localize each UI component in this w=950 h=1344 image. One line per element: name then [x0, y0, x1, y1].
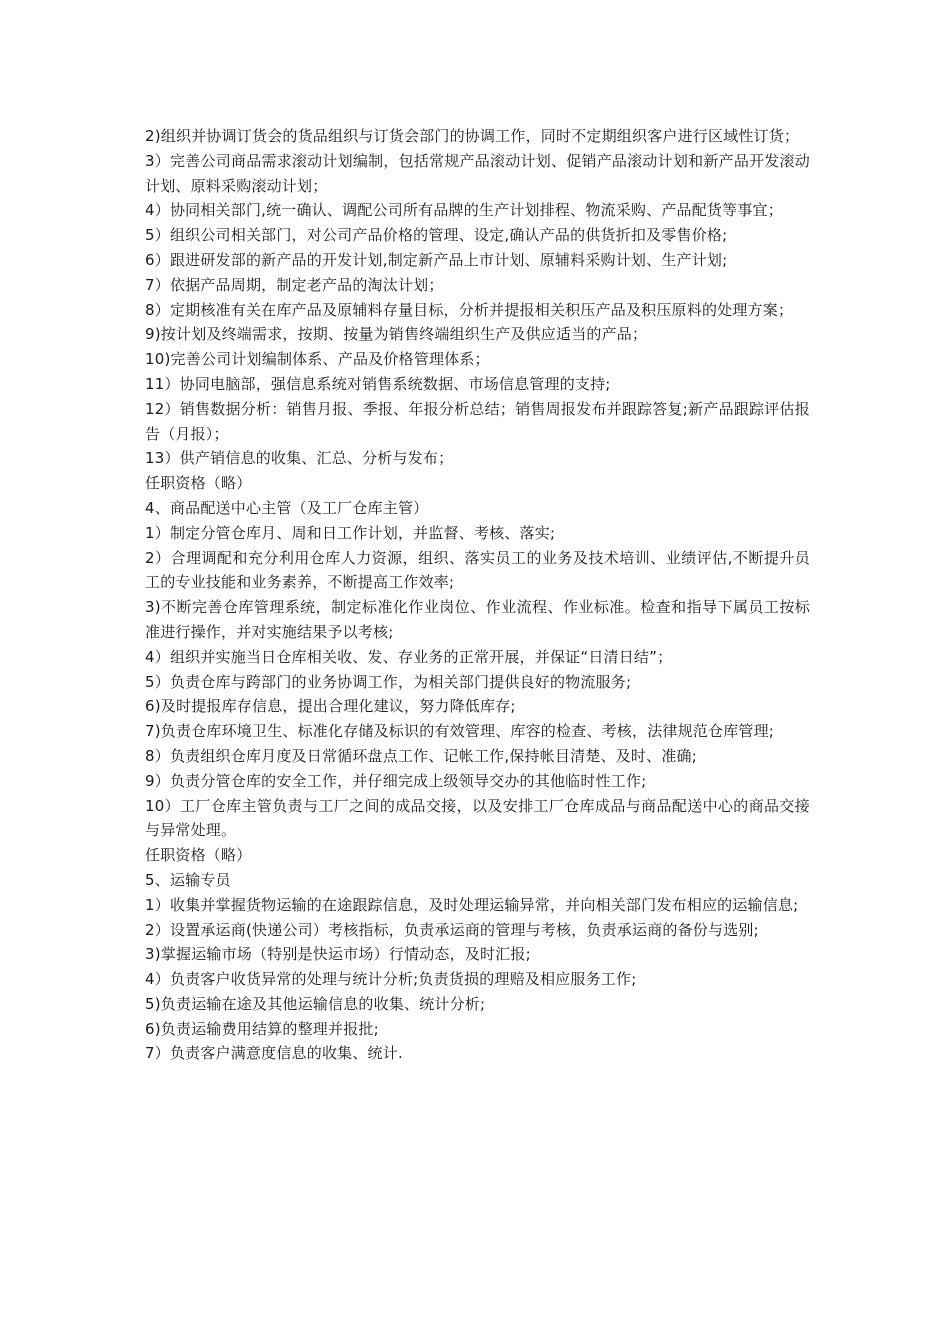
- paragraph: 5）组织公司相关部门，对公司产品价格的管理、设定,确认产品的供货折扣及零售价格;: [145, 226, 728, 245]
- paragraph: 6)及时提报库存信息，提出合理化建议，努力降低库存;: [145, 697, 516, 716]
- paragraph: 8）定期核准有关在库产品及原辅料存量目标，分析并提报相关积压产品及积压原料的处理方案；: [145, 300, 794, 319]
- paragraph: 2）设置承运商(快递公司）考核指标，负责承运商的管理与考核，负责承运商的备份与选别;: [145, 920, 759, 939]
- paragraph: 6)负责运输费用结算的整理并报批;: [145, 1019, 379, 1038]
- paragraph: 7）负责客户满意度信息的收集、统计.: [145, 1044, 403, 1063]
- paragraph: 3)不断完善仓库管理系统，制定标准化作业岗位、作业流程、作业标准。检查和指导下属员工按标准进行操作，并对实施结果予以考核;: [145, 598, 810, 641]
- paragraph: 2)组织并协调订货会的货品组织与订货会部门的协调工作，同时不定期组织客户进行区域性订货；: [145, 127, 800, 145]
- paragraph: 8）负责组织仓库月度及日常循环盘点工作、记帐工作,保持帐目清楚、及时、准确;: [145, 746, 697, 765]
- paragraph: 9）负责分管仓库的安全工作，并仔细完成上级领导交办的其他临时性工作;: [145, 771, 647, 790]
- paragraph: 1）制定分管仓库月、周和日工作计划，并监督、考核、落实;: [145, 523, 556, 542]
- paragraph: 11）协同电脑部，强信息系统对销售系统数据、市场信息管理的支持;: [145, 374, 611, 393]
- section-heading: 5、运输专员: [145, 870, 231, 889]
- paragraph: 4）组织并实施当日仓库相关收、发、存业务的正常开展，并保证“日清日结”；: [145, 647, 673, 666]
- paragraph: 3)掌握运输市场（特别是快运市场）行情动态，及时汇报;: [145, 945, 531, 964]
- paragraph: 10）工厂仓库主管负责与工厂之间的成品交接，以及安排工厂仓库成品与商品配送中心的商品交接与异常处理。: [145, 796, 810, 840]
- paragraph: 4）负责客户收货异常的处理与统计分析;负责货损的理赔及相应服务工作;: [145, 970, 637, 989]
- paragraph: 1）收集并掌握货物运输的在途跟踪信息，及时处理运输异常，并向相关部门发布相应的运输信息;: [145, 895, 799, 914]
- paragraph: 7）依据产品周期，制定老产品的淘汰计划；: [145, 275, 444, 294]
- paragraph: 13）供产销信息的收集、汇总、分析与发布；: [145, 449, 454, 468]
- paragraph: 3）完善公司商品需求滚动计划编制，包括常规产品滚动计划、促销产品滚动计划和新产品开发滚动计划、原料采购滚动计划；: [145, 151, 810, 195]
- section-heading: 4、商品配送中心主管（及工厂仓库主管）: [145, 498, 429, 517]
- paragraph: 5)负责运输在途及其他运输信息的收集、统计分析;: [145, 994, 486, 1013]
- paragraph: 10)完善公司计划编制体系、产品及价格管理体系；: [145, 350, 490, 369]
- paragraph: 12）销售数据分析：销售月报、季报、年报分析总结；销售周报发布并跟踪答复;新产品跟踪评估报告（月报）；: [145, 399, 810, 443]
- document-page: [145, 124, 810, 1066]
- section-note: 任职资格（略）: [145, 474, 252, 493]
- paragraph: 9)按计划及终端需求，按期、按量为销售终端组织生产及供应适当的产品；: [145, 325, 648, 344]
- paragraph: 5）负责仓库与跨部门的业务协调工作，为相关部门提供良好的物流服务;: [145, 672, 632, 691]
- section-note: 任职资格（略）: [145, 846, 252, 865]
- paragraph: 7)负责仓库环境卫生、标准化存储及标识的有效管理、库容的检查、考核，法律规范仓库管理;: [145, 722, 775, 741]
- paragraph: 2）合理调配和充分利用仓库人力资源，组织、落实员工的业务及技术培训、业绩评估,不断提升员工的专业技能和业务素养，不断提高工作效率;: [145, 548, 810, 592]
- paragraph: 4）协同相关部门,统一确认、调配公司所有品牌的生产计划排程、物流采购、产品配货等事宜；: [145, 201, 783, 220]
- paragraph: 6）跟进研发部的新产品的开发计划,制定新产品上市计划、原辅料采购计划、生产计划;: [145, 250, 728, 269]
